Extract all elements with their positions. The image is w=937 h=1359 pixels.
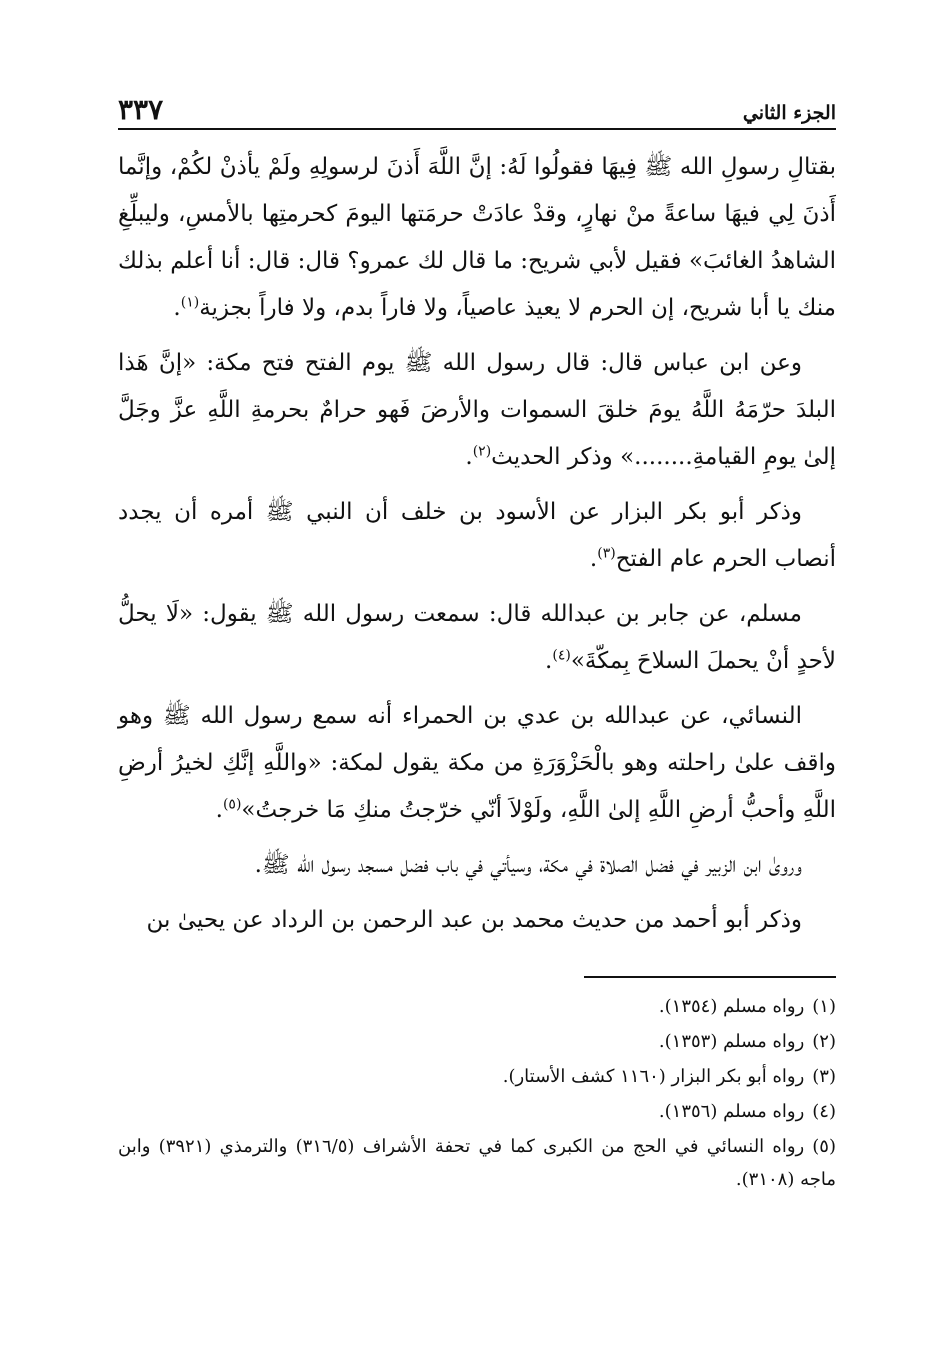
footnote-text: رواه مسلم (١٣٥٦). xyxy=(658,1101,805,1122)
paragraph-end: . xyxy=(589,546,598,572)
paragraph xyxy=(118,340,836,481)
footnote-marker: (٢) xyxy=(812,1031,836,1052)
footnote-text: رواه النسائي في الحج من الكبرى كما في تحفة الأشراف (٣١٦/٥) والترمذي (٣٩٢١) وابن ماجه (٣١٠٨). xyxy=(118,1136,836,1190)
footnote-marker: (٥) xyxy=(812,1136,836,1157)
footnote xyxy=(118,990,836,1023)
footnote-marker: (٣) xyxy=(812,1066,836,1087)
footnote-divider xyxy=(584,976,836,978)
footnote-text: رواه أبو بكر البزار (١١٦٠ كشف الأستار). xyxy=(502,1066,805,1087)
footnotes xyxy=(118,990,836,1196)
footnote xyxy=(118,1095,836,1128)
paragraph-text: وروىٰ ابن الزبير في فضل الصلاة في مكة، وسيأتي في باب فضل مسجد رسول الله ﷺ. xyxy=(254,852,802,878)
footnote-marker: (٤) xyxy=(812,1101,836,1122)
footnote-ref: (٢) xyxy=(472,443,492,460)
page-header xyxy=(118,88,836,130)
footnote-ref: (٥) xyxy=(222,796,242,813)
page-number: ٣٣٧ xyxy=(118,93,164,126)
paragraph xyxy=(118,842,836,889)
footnote-ref: (٤) xyxy=(552,647,571,664)
footnote xyxy=(118,1060,836,1093)
paragraph-end: . xyxy=(465,444,473,470)
paragraph xyxy=(118,693,836,834)
footnote-marker: (١) xyxy=(812,996,836,1017)
main-text xyxy=(118,144,836,944)
paragraph-text: وعن ابن عباس قال: قال رسول الله ﷺ يوم الفتح فتح مكة: «إنَّ هَذا البلدَ حرّمَهُ اللَّهُ يومَ خلقَ السموات والأرضَ فَهو حرامٌ بحرمةِ اللَّهِ عزَّ وجَلَّ إلىٰ يومِ القيامةِ........» وذكر الحديث xyxy=(118,350,836,470)
paragraph-text: وذكر أبو بكر البزار عن الأسود بن خلف أن النبي ﷺ أمره أن يجدد أنصاب الحرم عام الفتح xyxy=(118,499,836,572)
paragraph-end: . xyxy=(545,648,553,674)
footnote-text: رواه مسلم (١٣٥٣). xyxy=(658,1031,805,1052)
paragraph-text: بقتالِ رسولِ الله ﷺ فِيهَا فقولُوا لَهُ: إنَّ اللَّهَ أَذنَ لرسولِهِ ولَمْ يأذنْ لكُمْ، وإنَّما أَذنَ لِي فيهَا ساعةً منْ نهارٍ، وقدْ عادَتْ حرمَتها اليومَ كحرمتِها بالأمسِ، وليبلِّغِ الشاهدُ الغائبَ» فقيل لأبي شريح: ما قال لك عمرو؟ قال: قال: أنا أعلم بذلك منك يا أبا شريح، إن الحرم لا يعيذ عاصياً، ولا فاراً بدم، ولا فاراً بجزية xyxy=(118,154,836,321)
book-page xyxy=(118,88,836,1198)
paragraph-end: . xyxy=(215,797,223,823)
paragraph xyxy=(118,591,836,685)
paragraph xyxy=(118,489,836,583)
paragraph xyxy=(118,897,836,944)
footnote xyxy=(118,1130,836,1196)
footnote xyxy=(118,1025,836,1058)
footnote-ref: (١) xyxy=(180,294,200,311)
paragraph-text: مسلم، عن جابر بن عبدالله قال: سمعت رسول الله ﷺ يقول: «لَا يحلُّ لأحدٍ أنْ يحملَ السلاحَ بِمكّةَ» xyxy=(118,601,836,674)
paragraph-text: وذكر أبو أحمد من حديث محمد بن عبد الرحمن بن الرداد عن يحيىٰ بن xyxy=(146,907,802,933)
paragraph xyxy=(118,144,836,332)
running-head: الجزء الثاني xyxy=(742,102,836,124)
paragraph-text: النسائي، عن عبدالله بن عدي بن الحمراء أنه سمع رسول الله ﷺ وهو واقف علىٰ راحلته وهو بالْحَزْوَرَةِ من مكة يقول لمكة: «واللَّهِ إنَّكِ لخيرُ أرضِ اللَّهِ وأحبُّ أرضِ اللَّهِ إلىٰ اللَّهِ، ولَوْلاَ أنّي خرّجتُ منكِ مَا خرجتُ» xyxy=(118,703,836,823)
paragraph-end: . xyxy=(173,295,181,321)
footnote-ref: (٣) xyxy=(597,545,616,562)
footnote-text: رواه مسلم (١٣٥٤). xyxy=(658,996,805,1017)
